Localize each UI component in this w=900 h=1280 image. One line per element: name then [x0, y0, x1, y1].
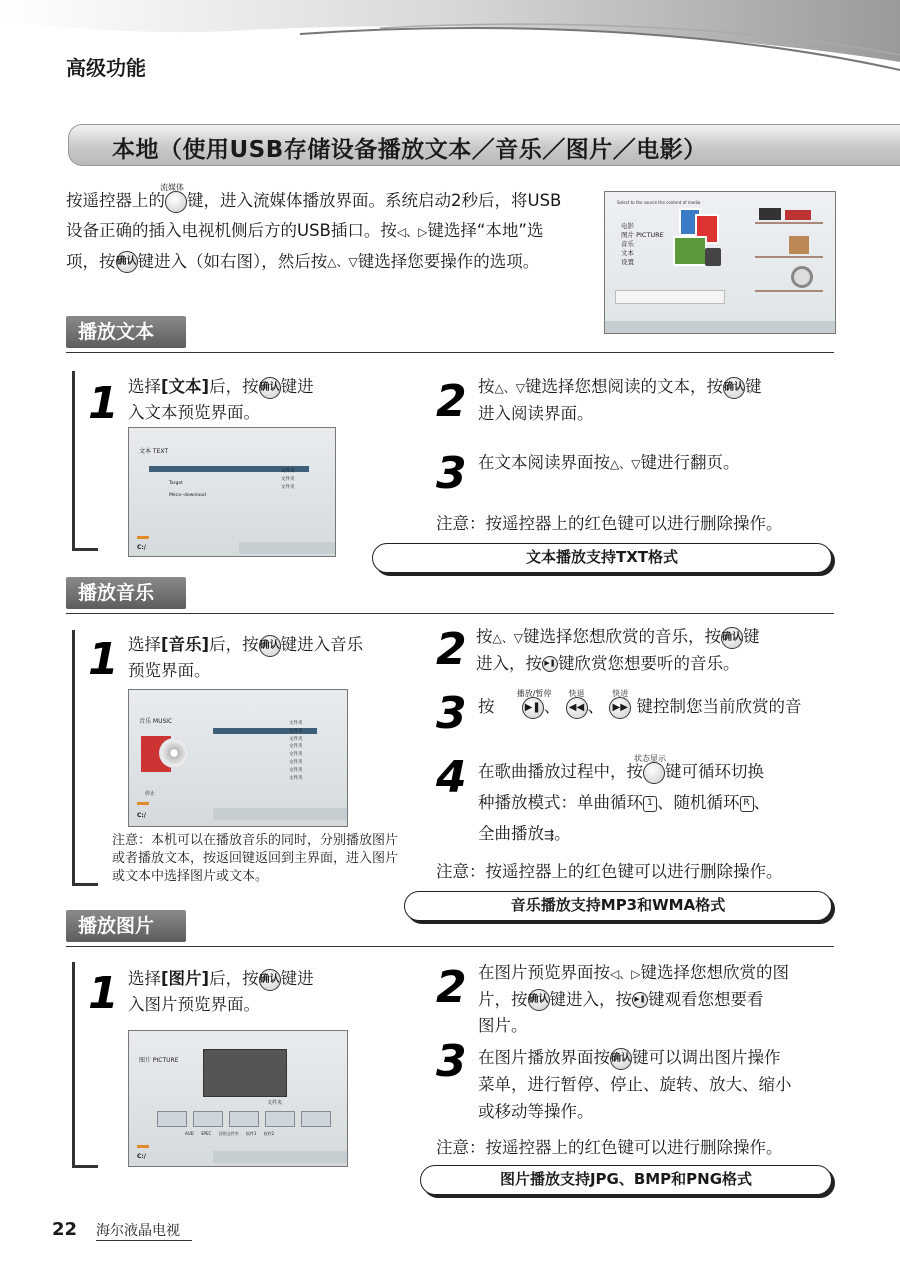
bracket-horizontal — [72, 548, 98, 551]
random-repeat-icon: R — [740, 796, 754, 812]
menu-shelves — [755, 204, 825, 304]
page-number: 22 — [52, 1219, 78, 1240]
menu-cabinet — [615, 290, 725, 304]
play-pause-button-icon: ▶❚ — [632, 992, 648, 1008]
ok-button-icon: 确认 — [116, 251, 138, 273]
footer-brand: 海尔液晶电视 — [96, 1223, 180, 1239]
accent-marker — [137, 536, 149, 539]
up-down-arrow-icons: △、▽ — [327, 255, 358, 269]
play-all-icon: ⇶ — [544, 828, 555, 842]
music-step-2: 按△、▽键选择您想欣赏的音乐，按确认键 进入，按 ▶❚ 键欣赏您想要听的音乐。 — [476, 627, 760, 673]
accent-marker — [137, 1145, 149, 1148]
picture-control-bar — [213, 1151, 347, 1163]
bracket-vertical — [72, 962, 75, 1167]
step-number-3: 3 — [436, 688, 467, 739]
picture-step-2: 在图片预览界面按◁、▷键选择您想欣赏的图 片，按确认键进入，按 ▶❚ 键观看您想要看 图片。 — [478, 963, 789, 1035]
music-note: 注意：按遥控器上的红色键可以进行删除操作。 — [436, 862, 783, 881]
footer-underline — [96, 1240, 192, 1241]
step-number-2: 2 — [436, 624, 467, 675]
banner-title: 本地（使用USB存储设备播放文本／音乐／图片／电影） — [112, 137, 707, 163]
music-folder-list: 文件夹 文件夹 文件夹 文件夹 文件夹 文件夹 文件夹 文件夹 — [289, 721, 303, 781]
bracket-horizontal — [72, 1165, 98, 1168]
step-number-2: 2 — [436, 376, 467, 427]
step-number-4: 4 — [436, 752, 467, 803]
picture-note: 注意：按遥控器上的红色键可以进行删除操作。 — [436, 1138, 783, 1157]
bracket-vertical — [72, 371, 75, 551]
menu-list: 电影 图片 PICTURE 音乐 文本 设置 — [621, 222, 664, 266]
ok-button-icon: 确认 — [259, 377, 281, 399]
bracket-horizontal — [72, 883, 98, 886]
intro-paragraph: 按遥控器上的 流媒体 键，进入流媒体播放界面。系统启动2秒后，将USB设备正确的插入电视机侧后方的USB插口。按◁、▷键选择“本地”选项，按确认键进入（如右图），然后按△、▽键选择您要操作的选项。 — [66, 186, 576, 277]
picture-step-3: 在图片播放界面按确认键可以调出图片操作 菜单，进行暂停、停止、旋转、放大、缩小 或移动等操作。 — [478, 1048, 792, 1121]
music-step-1: 选择[音乐]后，按确认键进入音乐 预览界面。 — [128, 635, 364, 680]
text-format-pill: 文本播放支持TXT格式 — [372, 543, 832, 573]
step-number-2: 2 — [436, 962, 467, 1013]
text-note: 注意：按遥控器上的红色键可以进行删除操作。 — [436, 514, 783, 533]
section-divider — [66, 613, 834, 614]
play-pause-button-icon: 播放/暂停 ▶❚ — [522, 697, 544, 719]
local-menu-screenshot: Select to the source the content of media 电影 图片 PICTURE 音乐 文本 设置 — [604, 191, 836, 334]
stream-media-button-icon: 流媒体 — [165, 191, 187, 213]
picture-step-1: 选择[图片]后，按确认键进 入图片预览界面。 — [128, 969, 314, 1014]
picture-format-pill: 图片播放支持JPG、BMP和PNG格式 — [420, 1165, 832, 1195]
play-pause-button-icon: ▶❚ — [542, 656, 558, 672]
text-folder-list: 文件夹 文件夹 文件夹 — [281, 469, 295, 490]
picture-preview-screenshot: 图片 PICTURE 文件夹 AUD SPEC 回的文件夹 软件1 软件2 C:/ — [128, 1030, 348, 1167]
music-step-4: 在歌曲播放过程中，按 状态显示 键可循环切换 种播放模式：单曲循环 1 、随机循环 R 、 全曲播放⇶。 — [478, 753, 770, 843]
rewind-button-icon: 快退 ◀◀ — [566, 697, 588, 719]
music-format-pill: 音乐播放支持MP3和WMA格式 — [404, 891, 832, 921]
section-divider — [66, 352, 834, 353]
cd-disc — [159, 738, 189, 768]
left-right-arrow-icons: ◁、▷ — [396, 224, 428, 239]
music-side-note: 注意：本机可以在播放音乐的同时，分别播放图片或者播放文本，按返回键返回到主界面，进入图片或文本中选择图片或文本。 — [112, 833, 399, 884]
section-tab-picture: 播放图片 — [66, 910, 186, 942]
single-repeat-icon: 1 — [643, 796, 657, 812]
step-number-1: 1 — [88, 968, 119, 1019]
text-step-1: 选择[文本]后，按确认键进 入文本预览界面。 — [128, 377, 314, 422]
accent-marker — [137, 802, 149, 805]
picture-preview-pane — [203, 1049, 287, 1097]
section-tab-music: 播放音乐 — [66, 577, 186, 609]
text-step-3: 在文本阅读界面按△、▽键进行翻页。 — [478, 453, 740, 472]
music-control-bar — [213, 808, 347, 820]
text-file-list: Target Meca--download — [169, 481, 206, 498]
music-step-3: 按 播放/暂停 ▶❚ 、 快退 ◀◀ 、 快进 ▶▶ 键控制您当前欣赏的音 — [478, 694, 838, 720]
menu-photo-stack — [669, 208, 729, 288]
thumbnail-labels: AUD SPEC 回的文件夹 软件1 软件2 — [185, 1131, 275, 1136]
music-preview-screenshot: 音乐 MUSIC 文件夹 文件夹 文件夹 文件夹 文件夹 文件夹 文件夹 文件夹 停止 C:/ — [128, 689, 348, 827]
text-preview-screenshot: 文本 TEXT Target Meca--download 文件夹 文件夹 文件夹 C:/ — [128, 427, 336, 557]
step-number-3: 3 — [436, 1036, 467, 1087]
text-step-2: 按△、▽键选择您想阅读的文本，按确认键 进入阅读界面。 — [478, 377, 762, 423]
step-number-3: 3 — [436, 448, 467, 499]
step-number-1: 1 — [88, 634, 119, 685]
menu-control-bar — [605, 321, 836, 333]
bracket-vertical — [72, 630, 75, 885]
step-number-1: 1 — [88, 378, 119, 429]
page-header: 高级功能 — [66, 56, 146, 80]
section-divider — [66, 946, 834, 947]
text-control-bar — [239, 542, 335, 554]
section-tab-text: 播放文本 — [66, 316, 186, 348]
fast-forward-button-icon: 快进 ▶▶ — [609, 697, 631, 719]
status-button-icon: 状态显示 — [643, 762, 665, 784]
